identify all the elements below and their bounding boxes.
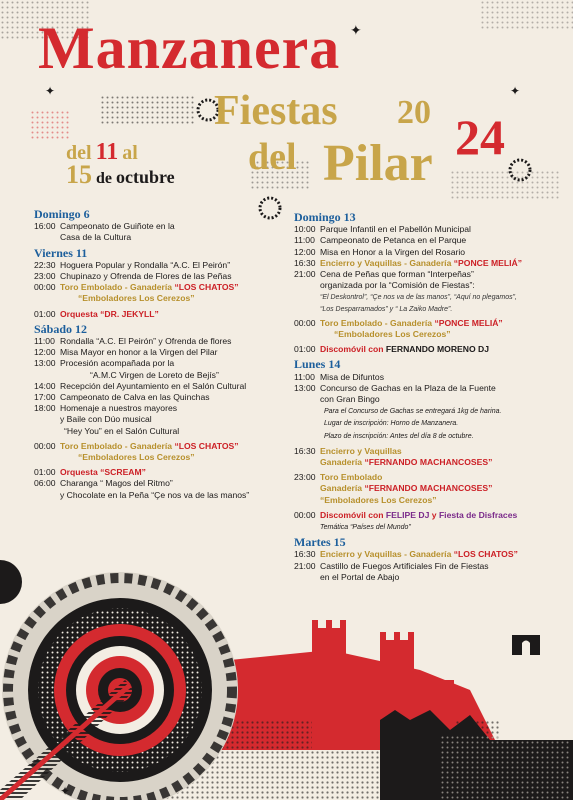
event-highlight: FELIPE DJ xyxy=(385,509,430,520)
event-time: 13:00 xyxy=(34,358,56,369)
event-text: Homenaje a nuestros mayores xyxy=(60,403,178,414)
festival-dates xyxy=(66,140,175,188)
event-text: Toro Embolado xyxy=(320,472,383,483)
year-part-2: 24 xyxy=(455,109,505,165)
event-row xyxy=(34,271,290,282)
event-time: 22:30 xyxy=(34,259,56,270)
schedule-right-column xyxy=(294,212,556,583)
event-continuation: y Baile con Dúo musical xyxy=(60,414,152,425)
day-heading: Domingo 13 xyxy=(294,210,356,224)
event-text: Castillo de Fuegos Artificiales Fin de Fiestas xyxy=(320,560,489,571)
event-highlight: “FERNANDO MACHANCOSES” xyxy=(364,483,493,494)
event-row xyxy=(34,336,290,347)
event-time: 16:00 xyxy=(34,221,56,232)
event-text: Encierro y Vaquillas - Ganadería xyxy=(320,549,452,560)
event-row xyxy=(34,309,290,320)
day-heading: Martes 15 xyxy=(294,535,346,550)
event-text: Procesión acompañada por la xyxy=(60,358,175,369)
event-row xyxy=(34,358,290,369)
svg-text:✦: ✦ xyxy=(350,22,362,38)
event-row xyxy=(34,392,290,403)
date-end: 15 xyxy=(66,160,92,189)
event-text: Campeonato de Calva en las Quinchas xyxy=(60,392,210,403)
event-text: Discomóvil con xyxy=(320,344,384,355)
event-note: “Los Desparramados” y “ La Zaiko Madre”. xyxy=(320,305,453,313)
event-time: 18:00 xyxy=(34,403,56,414)
event-text: Campeonato de Petanca en el Parque xyxy=(320,235,467,246)
event-time: 00:00 xyxy=(34,440,56,451)
event-continuation: “Emboladores Los Cerezos” xyxy=(334,329,451,340)
event-highlight: “DR. JEKYLL” xyxy=(100,308,159,319)
event-row xyxy=(294,258,556,269)
event-time: 12:00 xyxy=(294,246,316,257)
event-row xyxy=(294,269,556,280)
event-continuation: “Emboladores Los Cerezos” xyxy=(320,494,437,505)
event-time: 16:30 xyxy=(294,549,316,560)
event-note: Para el Concurso de Gachas se entregará 1kg de harina. xyxy=(324,408,502,416)
event-highlight: “SCREAM” xyxy=(100,467,146,478)
event-text: Toro Embolado - Ganadería xyxy=(320,317,433,328)
event-text: Hoguera Popular y Rondalla “A.C. El Peirón” xyxy=(60,259,231,270)
year-part-1: 20 xyxy=(397,94,431,131)
event-note: Temática “Países del Mundo” xyxy=(320,524,411,532)
event-highlight: “LOS CHATOS” xyxy=(174,440,239,451)
event-time: 23:00 xyxy=(34,271,56,282)
event-row xyxy=(34,282,290,293)
event-connector: y xyxy=(431,509,437,520)
event-time: 01:00 xyxy=(294,344,316,355)
date-del: del xyxy=(66,142,92,164)
event-row xyxy=(294,235,556,246)
event-time: 21:00 xyxy=(294,560,316,571)
event-time: 10:00 xyxy=(294,224,316,235)
event-row xyxy=(294,372,556,383)
event-highlight: Fiesta de Disfraces xyxy=(438,509,518,520)
event-note: “El Deskontrol”, “Çe nos va de las manos”, “Aquí no plegamos”, xyxy=(320,294,517,302)
event-row xyxy=(294,247,556,258)
event-text: Charanga “ Magos del Ritmo” xyxy=(60,478,173,489)
event-time: 00:00 xyxy=(294,317,316,328)
event-continuation: y Chocolate en la Peña “Çe nos va de las manos” xyxy=(60,489,250,500)
event-row xyxy=(34,467,290,478)
event-highlight: “LOS CHATOS” xyxy=(453,549,518,560)
bottom-artwork xyxy=(0,540,573,800)
day-heading: Sábado 12 xyxy=(34,321,88,336)
event-highlight: FERNANDO MORENO DJ xyxy=(385,344,490,355)
event-continuation: “Hey You” en el Salón Cultural xyxy=(64,425,180,436)
event-row xyxy=(34,478,290,489)
event-time: 11:00 xyxy=(294,235,315,246)
event-continuation: Casa de la Cultura xyxy=(60,232,132,243)
event-text: Chupinazo y Ofrenda de Flores de las Peñas xyxy=(60,271,232,282)
svg-text:✦: ✦ xyxy=(45,84,56,98)
event-row xyxy=(294,472,556,483)
event-text: Toro Embolado - Ganadería xyxy=(60,440,173,451)
event-continuation: “A.M.C Virgen de Loreto de Bejís” xyxy=(90,369,219,380)
event-time: 11:00 xyxy=(34,336,55,347)
event-highlight: “PONCE MELIÁ” xyxy=(434,317,503,328)
event-time: 12:00 xyxy=(34,347,56,358)
event-row xyxy=(34,441,290,452)
event-continuation: organizada por la “Comisión de Fiestas”: xyxy=(320,280,475,291)
date-de: de xyxy=(96,170,112,187)
event-row xyxy=(294,383,556,394)
event-time: 16:30 xyxy=(294,445,316,456)
day-heading: Viernes 11 xyxy=(34,245,88,260)
event-note: Lugar de inscripción: Horno de Manzanera. xyxy=(324,420,459,428)
event-text: Encierro y Vaquillas xyxy=(320,445,402,456)
svg-text:✦: ✦ xyxy=(510,84,521,98)
event-row xyxy=(294,510,556,521)
event-row xyxy=(294,224,556,235)
event-text: Cena de Peñas que forman “Interpeñas” xyxy=(320,269,474,280)
event-time: 01:00 xyxy=(34,308,56,319)
event-continuation: con Gran Bingo xyxy=(320,394,380,405)
event-time: 14:00 xyxy=(34,380,56,391)
event-time: 00:00 xyxy=(34,282,56,293)
event-row xyxy=(34,260,290,271)
event-row xyxy=(294,446,556,457)
town-title: Manzanera xyxy=(38,15,341,81)
pilar-word: Pilar xyxy=(323,135,433,192)
event-row xyxy=(294,318,556,329)
svg-text:✦: ✦ xyxy=(60,784,71,798)
day-heading: Lunes 14 xyxy=(294,357,341,372)
event-continuation: “Emboladores Los Cerezos” xyxy=(78,452,195,463)
event-time: 13:00 xyxy=(294,382,316,393)
event-time: 01:00 xyxy=(34,467,56,478)
date-al: al xyxy=(122,142,138,164)
event-highlight: “PONCE MELIÁ” xyxy=(453,257,523,268)
event-row xyxy=(34,347,290,358)
date-start: 11 xyxy=(95,139,119,165)
event-text: Recepción del Ayuntamiento en el Salón Cultural xyxy=(60,380,247,391)
day-heading: Domingo 6 xyxy=(34,207,90,221)
event-note: Plazo de inscripción: Antes del día 8 de octubre. xyxy=(324,432,474,440)
date-month: octubre xyxy=(116,167,175,187)
event-time: 16:30 xyxy=(294,257,316,268)
event-text: Misa en Honor a la Virgen del Rosario xyxy=(320,246,466,257)
event-highlight: “LOS CHATOS” xyxy=(174,282,239,293)
event-text: Encierro y Vaquillas - Ganadería xyxy=(320,257,452,268)
event-continuation: “Emboladores Los Cerezos” xyxy=(78,293,195,304)
event-row xyxy=(294,344,556,355)
schedule-left-column xyxy=(34,205,290,501)
event-text: Orquesta xyxy=(60,308,98,319)
event-highlight: “FERNANDO MACHANCOSES” xyxy=(364,457,493,468)
event-text: Orquesta xyxy=(60,467,98,478)
event-time: 00:00 xyxy=(294,509,316,520)
event-row xyxy=(34,403,290,414)
event-continuation: Ganadería xyxy=(320,457,363,468)
event-text: Rondalla “A.C. El Peirón” y Ofrenda de flores xyxy=(60,336,232,347)
event-row xyxy=(34,381,290,392)
event-time: 11:00 xyxy=(294,371,315,382)
event-text: Parque Infantil en el Pabellón Municipal xyxy=(320,224,471,235)
arch-icon xyxy=(512,635,540,655)
event-time: 23:00 xyxy=(294,472,316,483)
event-row xyxy=(34,221,290,232)
event-time: 06:00 xyxy=(34,478,56,489)
event-text: Campeonato de Guiñote en la xyxy=(60,221,175,232)
fiestas-title: Fiestas xyxy=(214,88,338,134)
event-time: 17:00 xyxy=(34,392,56,403)
event-continuation: en el Portal de Abajo xyxy=(320,571,400,582)
del-word: del xyxy=(248,136,297,178)
event-text: Toro Embolado - Ganadería xyxy=(60,282,173,293)
event-time: 21:00 xyxy=(294,269,316,280)
event-continuation: Ganadería xyxy=(320,483,363,494)
event-text: Misa de Difuntos xyxy=(320,371,385,382)
event-text: Concurso de Gachas en la Plaza de la Fuente xyxy=(320,382,496,393)
event-text: Discomóvil con xyxy=(320,509,384,520)
event-text: Misa Mayor en honor a la Virgen del Pilar xyxy=(60,347,218,358)
